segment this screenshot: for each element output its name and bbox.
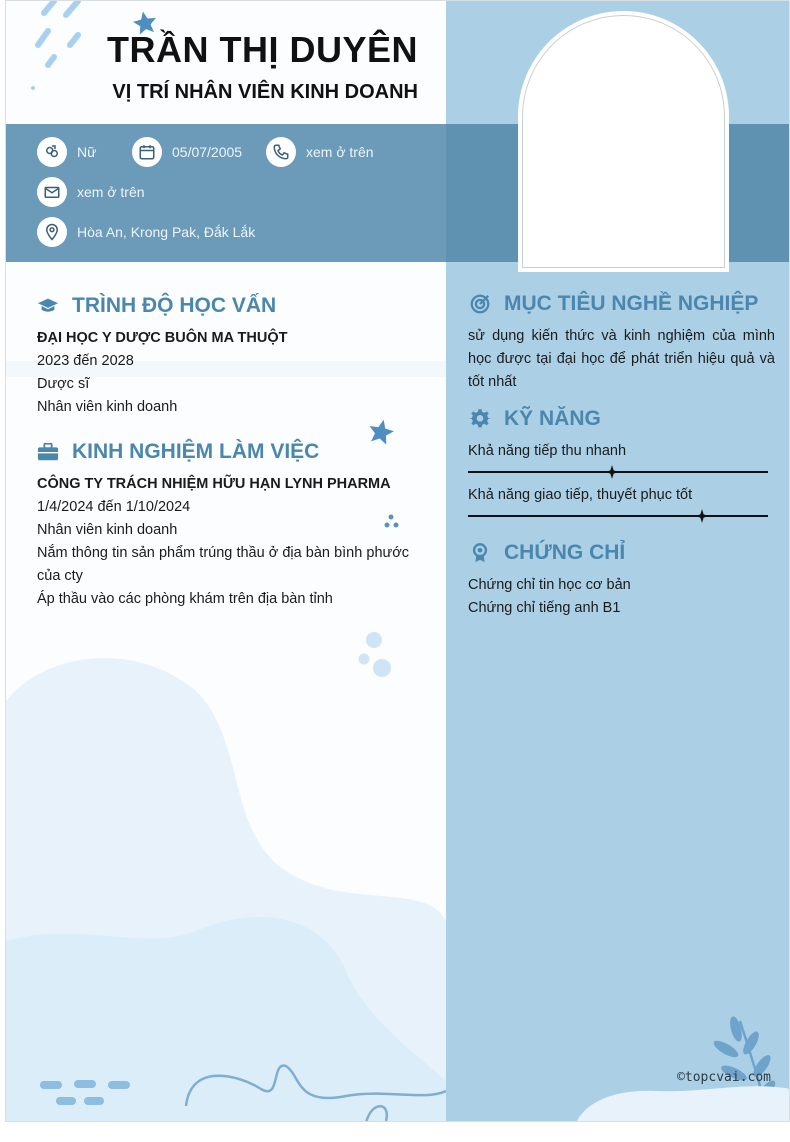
job-position: VỊ TRÍ NHÂN VIÊN KINH DOANH xyxy=(112,81,418,103)
avatar[interactable] xyxy=(522,15,725,268)
skill-name: Khả năng giao tiếp, thuyết phục tốt xyxy=(468,487,693,503)
watermark: ©topcvai.com xyxy=(677,1070,771,1085)
location-icon xyxy=(37,217,67,247)
experience-period: 1/4/2024 đến 1/10/2024 xyxy=(37,499,191,515)
certificate-item: Chứng chỉ tiếng anh B1 xyxy=(468,600,621,616)
right-bottom-wave xyxy=(576,1081,790,1122)
skill-level-marker xyxy=(605,465,619,479)
resume-page xyxy=(5,0,790,1122)
graduation-cap-icon xyxy=(36,294,60,318)
experience-duty: Nắm thông tin sản phẩm trúng thầu ở địa bàn bình phước của cty xyxy=(37,545,409,584)
education-note: Nhân viên kinh doanh xyxy=(37,399,178,415)
school-name: ĐẠI HỌC Y DƯỢC BUÔN MA THUỘT xyxy=(37,330,288,346)
dots-decoration xyxy=(381,509,411,535)
certificates-heading xyxy=(468,541,625,565)
gear-icon xyxy=(468,407,492,431)
bubbles-decoration xyxy=(351,626,401,681)
objective-title: MỤC TIÊU NGHỀ NGHIỆP xyxy=(504,292,759,315)
skill-level-marker xyxy=(695,509,709,523)
education-heading xyxy=(36,294,276,318)
skills-heading xyxy=(468,407,601,431)
skill-bar xyxy=(468,515,768,517)
education-title: TRÌNH ĐỘ HỌC VẤN xyxy=(72,294,277,317)
objective-text: sử dụng kiến thức và kinh nghiệm của mình học được tại đại học để phát triển hiệu quả và tốt nhất xyxy=(468,328,775,390)
briefcase-icon xyxy=(36,440,60,464)
objective-heading xyxy=(468,292,758,316)
experience-heading xyxy=(36,440,319,464)
experience-duty: Áp thầu vào các phòng khám trên địa bàn tỉnh xyxy=(37,591,333,607)
dash-decoration xyxy=(36,1073,136,1113)
email-value[interactable]: xem ở trên xyxy=(77,184,145,200)
skill-bar xyxy=(468,471,768,473)
education-period: 2023 đến 2028 xyxy=(37,353,134,369)
experience-role: Nhân viên kinh doanh xyxy=(37,522,178,538)
education-major: Dược sĩ xyxy=(37,376,90,392)
award-icon xyxy=(468,541,492,565)
star-decoration xyxy=(366,417,396,447)
phone-icon xyxy=(266,137,296,167)
full-name: TRẦN THỊ DUYÊN xyxy=(107,29,418,70)
gender-value: Nữ xyxy=(77,144,97,160)
phone-value[interactable]: xem ở trên xyxy=(306,144,374,160)
target-icon xyxy=(468,292,492,316)
company-name: CÔNG TY TRÁCH NHIỆM HỮU HẠN LYNH PHARMA xyxy=(37,476,391,492)
calendar-icon xyxy=(132,137,162,167)
skill-name: Khả năng tiếp thu nhanh xyxy=(468,443,627,459)
birthday-value: 05/07/2005 xyxy=(172,144,243,160)
certificates-title: CHỨNG CHỈ xyxy=(504,541,626,564)
experience-title: KINH NGHIỆM LÀM VIỆC xyxy=(72,440,320,463)
contact-gender xyxy=(37,137,96,167)
contact-address xyxy=(37,217,255,247)
certificate-item: Chứng chỉ tin học cơ bản xyxy=(468,577,631,593)
email-icon xyxy=(37,177,67,207)
contact-email xyxy=(37,177,145,207)
address-value: Hòa An, Krong Pak, Đắk Lắk xyxy=(77,224,256,240)
skills-title: KỸ NĂNG xyxy=(504,407,601,430)
contact-phone xyxy=(266,137,374,167)
contact-birthday xyxy=(132,137,242,167)
gender-icon xyxy=(37,137,67,167)
